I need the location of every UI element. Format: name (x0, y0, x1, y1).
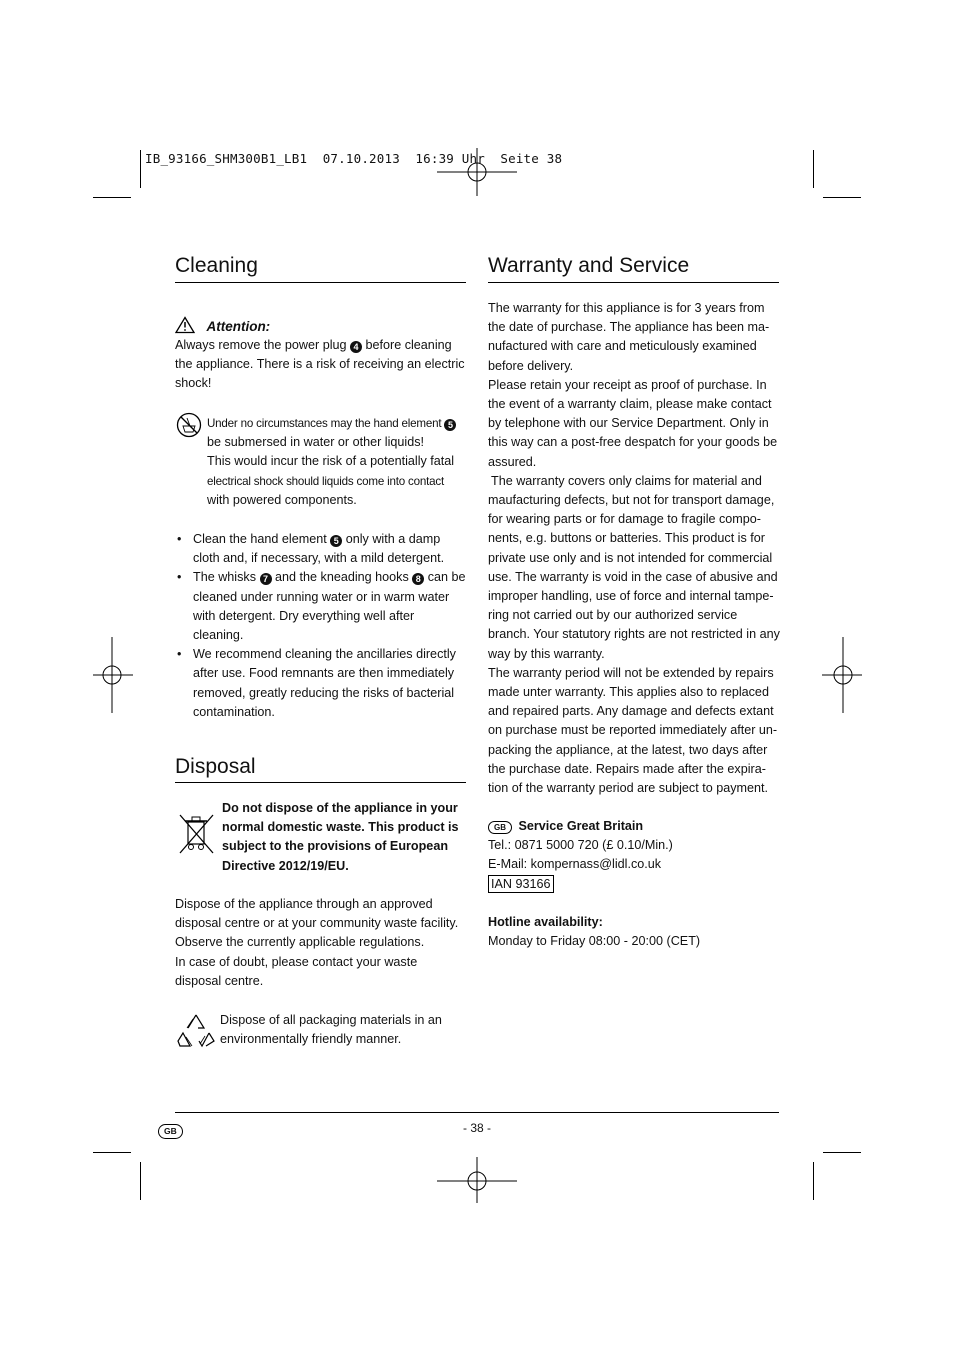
ref-number-badge: 5 (444, 419, 456, 431)
attention-label: Attention: (206, 319, 271, 334)
crop-mark (140, 150, 141, 188)
crop-mark (93, 1152, 131, 1153)
country-badge: GB (488, 821, 512, 834)
print-slug: IB_93166_SHM300B1_LB1 07.10.2013 16:39 Uhr Seite 38 (145, 151, 563, 166)
attention-text-a: Always remove the power plug (175, 338, 347, 352)
hotline-hours: Monday to Friday 08:00 - 20:00 (CET) (488, 934, 701, 949)
warning-line: electrical shock should liquids come into contact (207, 474, 445, 488)
warning-line: with powered components. (207, 492, 357, 507)
recycling-icon (176, 1011, 216, 1051)
crop-mark (823, 1152, 861, 1153)
section-title-cleaning (175, 254, 258, 278)
warning-line: be submersed in water or other liquids! (207, 435, 425, 450)
list-item (175, 645, 466, 722)
weee-notice: Do not dispose of the appliance in your normal domestic waste. This product is subject to the provisions of European Directive 2012/19/EU. (222, 801, 459, 873)
disposal-paragraphs (175, 895, 466, 991)
warning-triangle-icon (175, 316, 195, 334)
ref-number-badge: 8 (412, 573, 424, 585)
list-item (175, 530, 466, 568)
registration-mark-icon (93, 637, 133, 713)
ref-number-badge: 7 (260, 573, 272, 585)
crop-mark (813, 150, 814, 188)
divider (175, 282, 466, 283)
divider (488, 282, 779, 283)
disposal-paragraph: Dispose of the appliance through an approved disposal centre or at your community waste facility. Observe the currently applicable regulations. (175, 897, 459, 950)
ian-number: IAN 93166 (488, 875, 554, 893)
section-title-disposal (175, 755, 256, 779)
cleaning-instructions-list (175, 530, 466, 722)
crop-mark (140, 1162, 141, 1200)
service-email: E-Mail: kompernass@lidl.co.uk (488, 857, 662, 872)
crop-mark (93, 197, 131, 198)
packaging-notice: Dispose of all packaging materials in an environmentally friendly manner. (220, 1013, 442, 1047)
footer-country-badge (158, 1121, 183, 1139)
warranty-body (488, 299, 780, 798)
list-text: Clean the hand element (193, 532, 327, 546)
list-text: can be cleaned under running water or in warm water with detergent. Dry everything well after cleaning. (193, 570, 466, 643)
disposal-paragraph: In case of doubt, please contact your waste disposal centre. (175, 954, 418, 988)
attention-text (175, 336, 466, 394)
divider (175, 782, 466, 783)
warranty-paragraph: The warranty period will not be extended by repairs made unter warranty. This applies also to replaced and repaired parts. Any damage and defects extant on purchase must be reported immediately after un-packing the appliance, at the latest, two days after the purchase date. Repairs made after the expira-tion of the warranty period are subject to payment. (488, 665, 778, 796)
registration-mark-icon (822, 637, 862, 713)
hotline-title: Hotline availability: (488, 915, 603, 929)
country-badge: GB (158, 1124, 183, 1139)
ref-number-badge: 4 (350, 341, 362, 353)
crop-mark (823, 197, 861, 198)
no-water-immersion-icon (176, 412, 202, 438)
hotline-block (488, 913, 780, 951)
warranty-paragraph: The warranty for this appliance is for 3 years from the date of purchase. The appliance has been ma-nufactured with care and meticulously examined before delivery. (488, 301, 770, 373)
immersion-warning (207, 414, 469, 510)
warranty-paragraph: The warranty covers only claims for material and maufacturing defects, but not for transport damage, for wearing parts or for damage to fragile compo-nents, e.g. buttons or batteries. This product is for private use only and is not intended for commercial use. The warranty is void in the case of abusive and improper handling, use of force and internal tampe-ring not carried out by our authorized service branch. Your statutory rights are not restricted in any way by this warranty. (488, 473, 780, 661)
section-title-warranty (488, 254, 689, 278)
list-text: only with a damp cloth and, if necessary, with a mild detergent. (193, 532, 445, 566)
footer-divider (175, 1112, 779, 1113)
warranty-paragraph: Please retain your receipt as proof of purchase. In the event of a warranty claim, please make contact by telephone with our Service Department. Only in this way can a post-free despatch for your goods be assured. (488, 377, 778, 469)
cleaning-heading: Cleaning (175, 254, 258, 277)
service-title: Service Great Britain (518, 819, 644, 833)
warranty-heading: Warranty and Service (488, 254, 690, 277)
page-number: - 38 - (462, 1121, 491, 1135)
warning-line: Under no circumstances may the hand element (207, 417, 442, 430)
list-text: and the kneading hooks (275, 570, 409, 585)
list-text: We recommend cleaning the ancillaries directly after use. Food remnants are then immediately removed, greatly reducing the risks of bacterial contamination. (193, 647, 456, 719)
crop-mark (813, 1162, 814, 1200)
disposal-heading: Disposal (175, 755, 256, 778)
list-item (175, 568, 466, 645)
crossed-out-wheelie-bin-icon (177, 812, 215, 856)
warning-line: This would incur the risk of a potentially fatal (207, 454, 455, 469)
registration-mark-icon (437, 1157, 517, 1203)
list-text: The whisks (193, 570, 256, 585)
service-telephone: Tel.: 0871 5000 720 (£ 0.10/Min.) (488, 838, 673, 853)
service-contact-block (488, 817, 780, 894)
attention-text-b: before cleaning the appliance. There is a risk of receiving an electric shock! (175, 338, 465, 391)
ref-number-badge: 5 (330, 535, 342, 547)
attention-block (175, 316, 466, 394)
